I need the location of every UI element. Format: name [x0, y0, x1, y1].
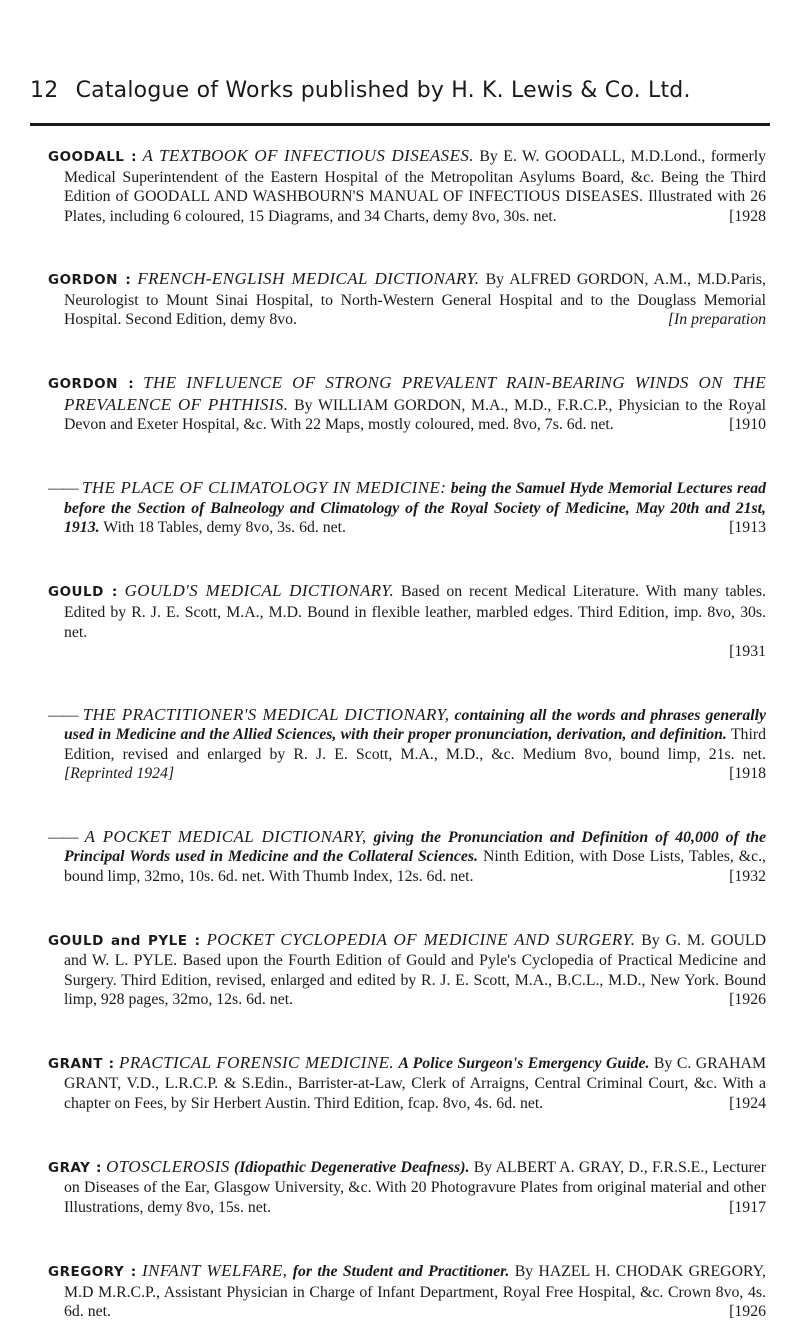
entry-gould-pyle	[48, 930, 766, 1010]
entry-author: GRANT :	[48, 1055, 115, 1072]
entry-title: A TEXTBOOK OF INFECTIOUS DISEASES.	[142, 146, 474, 165]
entry-title: A POCKET MEDICAL DICTIONARY,	[84, 826, 367, 846]
page-header	[30, 78, 770, 103]
entry-year: [1910	[729, 416, 766, 434]
entry-description: By C. GRAHAM GRANT, V.D., L.R.C.P. & S.Edin., Barrister-at-Law, Clerk of Arraigns, Central Criminal Court, &c. With a chapter on Fees, by Sir Herbert Austin. Third Edition, fcap. 8vo, 4s. 6d. net.	[64, 1054, 766, 1112]
entry-description: Ninth Edition, with Dose Lists, Tables, &c., bound limp, 32mo, 10s. 6d. net. With Thumb Index, 12s. 6d. net.	[64, 848, 766, 885]
entry-year: [1917	[729, 1199, 766, 1217]
entry-description: By WILLIAM GORDON, M.A., M.D., F.R.C.P., Physician to the Royal Devon and Exeter Hospital, &c. With 22 Maps, mostly coloured, med. 8vo, 7s. 6d. net.	[64, 396, 766, 434]
entry-description: By E. W. GOODALL, M.D.Lond., formerly Medical Superintendent of the Eastern Hospital of the Metropolitan Asylums Board, &c. Being the Third Edition of GOODALL AND WASHBOURN'S MANUAL OF INFECTIOUS DISEASES. Illustrated with 26 Plates, including 6 coloured, 15 Diagrams, and 34 Charts, demy 8vo, 30s. net.	[64, 148, 766, 225]
entry-year: [1931	[729, 643, 766, 661]
entry-title: GOULD'S MEDICAL DICTIONARY.	[124, 581, 395, 601]
entry-author: GREGORY :	[48, 1264, 137, 1280]
entry-year: [1932	[729, 867, 766, 885]
entry-gould-dictionary	[48, 581, 766, 661]
entry-year: [1926	[729, 1303, 766, 1321]
page-number: 12	[30, 78, 59, 103]
entry-title: FRENCH-ENGLISH MEDICAL DICTIONARY.	[137, 269, 480, 289]
entry-description: By G. M. GOULD and W. L. PYLE. Based upon the Fourth Edition of Gould and Pyle's Cyclopedia of Practical Medicine and Surgery. Third Edition, revised, enlarged and edited by R. J. E. Scott, M.A., B.C.L., M.D., New York. Bound limp, 928 pages, 32mo, 12s. 6d. net.	[64, 931, 767, 1009]
entry-author: GRAY :	[48, 1159, 102, 1176]
entry-author: GORDON :	[48, 272, 132, 289]
entry-description: By ALBERT A. GRAY, D., F.R.S.E., Lecturer on Diseases of the Ear, Glasgow University, &c. With 20 Photogravure Plates from original material and other Illustrations, demy 8vo, 15s. net.	[64, 1158, 767, 1217]
entry-description: Based on recent Medical Literature. With many tables. Edited by R. J. E. Scott, M.A., M.D. Bound in flexible leather, marbled edges. Third Edition, imp. 8vo, 30s. net.	[64, 583, 767, 641]
entry-author: ——	[48, 480, 78, 498]
entry-gould-practitioners	[48, 705, 766, 784]
entry-gordon-climatology	[48, 478, 766, 538]
entry-author: GOULD :	[48, 584, 118, 601]
entry-gray	[48, 1157, 766, 1218]
entry-author: GOODALL :	[48, 149, 137, 165]
entry-year: [1928	[729, 207, 766, 225]
entry-subtitle: (Idiopathic Degenerative Deafness).	[234, 1158, 470, 1176]
entry-title: PRACTICAL FORENSIC MEDICINE.	[119, 1052, 395, 1072]
entry-description: Third Edition, revised and enlarged by R. J. E. Scott, M.A., M.D., &c. Medium 8vo, bound limp, 21s. net.	[64, 726, 766, 763]
entry-year: [1926	[729, 991, 766, 1009]
entry-description: With 18 Tables, demy 8vo, 3s. 6d. net.	[103, 519, 347, 537]
entry-title: THE PLACE OF CLIMATOLOGY IN MEDICINE:	[82, 478, 447, 498]
entry-goodall	[48, 146, 766, 226]
entry-subtitle: A Police Surgeon's Emergency Guide.	[398, 1054, 650, 1072]
entry-description: By HAZEL H. CHODAK GREGORY, M.D M.R.C.P., Assistant Physician in Charge of Infant Department, Royal Free Hospital, &c. Crown 8vo, 4s. 6d. net.	[64, 1263, 766, 1321]
entry-title: POCKET CYCLOPEDIA OF MEDICINE AND SURGERY.	[206, 929, 636, 949]
entry-subtitle: containing all the words and phrases generally used in Medicine and the Allied Sciences, with their proper pronunciation, derivation, and definition.	[64, 706, 767, 744]
entry-title: INFANT WELFARE,	[142, 1261, 288, 1280]
entry-description: By ALFRED GORDON, A.M., M.D.Paris, Neurologist to Mount Sinai Hospital, to North-Western General Hospital and to the Douglass Memorial Hospital. Second Edition, demy 8vo.	[64, 271, 766, 329]
entry-subtitle: being the Samuel Hyde Memorial Lectures read before the Section of Balneology and Climatology of the Royal Society of Medicine, May 20th and 21st, 1913.	[64, 480, 767, 537]
entry-gordon-influence	[48, 373, 766, 435]
header-rule	[30, 123, 770, 126]
entry-year: [1918	[729, 765, 766, 783]
entry-author: ——	[48, 828, 78, 846]
entry-author: GOULD and PYLE :	[48, 932, 201, 949]
entry-subtitle: giving the Pronunciation and Definition of 40,000 of the Principal Words used in Medicine and the Collateral Sciences.	[64, 828, 766, 866]
entry-grant	[48, 1053, 766, 1114]
entry-gregory	[48, 1261, 766, 1322]
entry-title: OTOSCLEROSIS	[106, 1156, 230, 1176]
entry-year: [1913	[729, 519, 766, 537]
entry-gordon-french-english	[48, 269, 766, 330]
entry-gould-pocket	[48, 827, 766, 887]
entry-title: THE INFLUENCE OF STRONG PREVALENT RAIN-BEARING WINDS ON THE PREVALENCE OF PHTHISIS.	[64, 373, 766, 414]
running-title: Catalogue of Works published by H. K. Lewis & Co. Ltd.	[75, 78, 691, 103]
entry-year: [In preparation	[667, 311, 766, 329]
entry-author: ——	[48, 706, 78, 724]
entry-year: [1924	[729, 1094, 766, 1112]
entry-title: THE PRACTITIONER'S MEDICAL DICTIONARY,	[82, 704, 450, 724]
entry-subtitle: for the Student and Practitioner.	[292, 1263, 510, 1280]
entry-author: GORDON :	[48, 376, 135, 393]
entry-note: [Reprinted 1924]	[64, 765, 175, 783]
